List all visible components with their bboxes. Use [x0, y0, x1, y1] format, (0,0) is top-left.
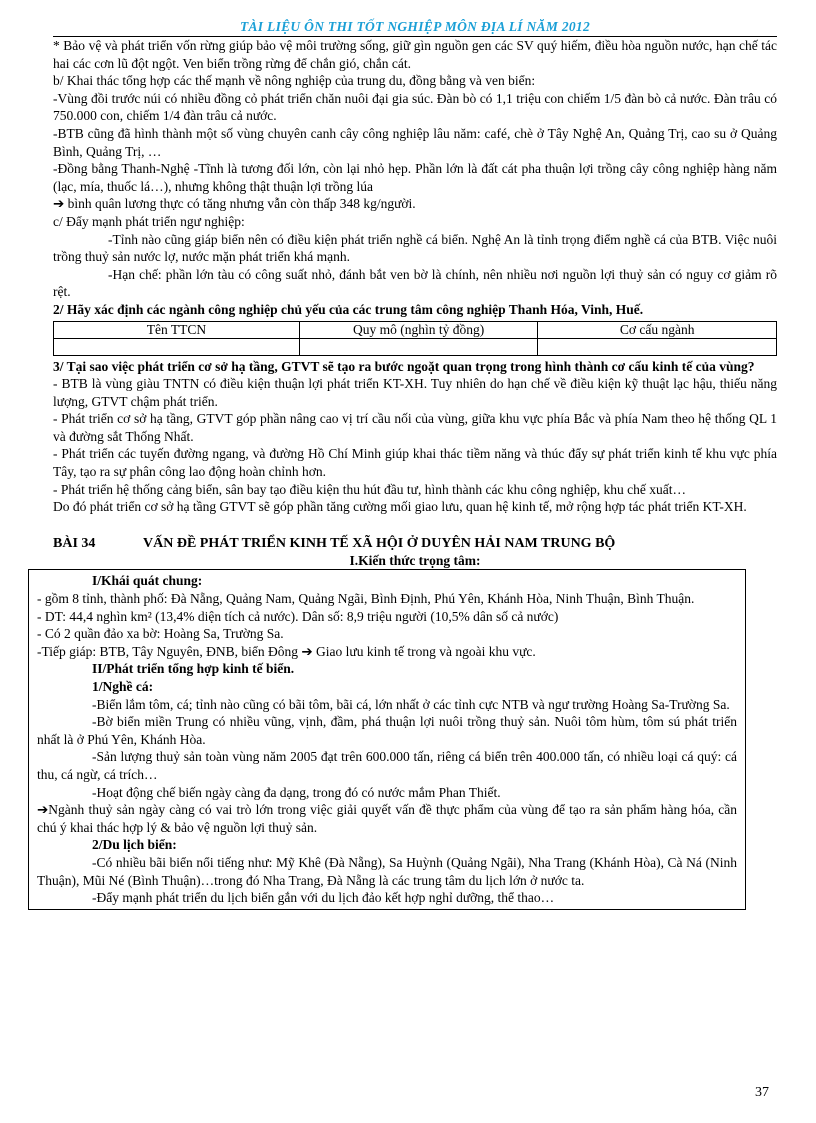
paragraph: - DT: 44,4 nghìn km² (13,4% diện tích cả nước). Dân số: 8,9 triệu người (10,5% dân số cả nước) [37, 608, 559, 624]
page-header: TÀI LIỆU ÔN THI TỐT NGHIỆP MÔN ĐỊA LÍ NĂM 2012 [53, 18, 777, 37]
paragraph: -Tiếp giáp: BTB, Tây Nguyên, ĐNB, biển Đông ➔ Giao lưu kinh tế trong và ngoài khu vực. [37, 643, 536, 659]
paragraph: c/ Đẩy mạnh phát triển ngư nghiệp: [53, 213, 245, 229]
table-cell [299, 338, 538, 355]
paragraph: -Đẩy mạnh phát triển du lịch biển gắn với du lịch đảo kết hợp nghỉ dưỡng, thể thao… [92, 890, 555, 906]
table-header-cell: Cơ cấu ngành [538, 321, 777, 338]
table-cell [538, 338, 777, 355]
page-number: 37 [755, 1085, 769, 1100]
table-row [54, 338, 777, 355]
paragraph: Do đó phát triển cơ sở hạ tầng GTVT sẽ góp phần tăng cường mối giao lưu, quan hệ kinh tế, mở rộng hợp tác phát triển KT-XH. [53, 499, 747, 515]
paragraph: - Phát triển các tuyến đường ngang, và đường Hồ Chí Minh giúp khai thác tiềm năng và thúc đẩy sự phát triển kinh tế khu vực phía Tây, tạo ra sự phân công lao động hoàn chỉnh hơn. [53, 446, 777, 480]
lesson-heading [53, 536, 777, 552]
paragraph: b/ Khai thác tổng hợp các thế mạnh về nông nghiệp của trung du, đồng bằng và ven biển: [53, 73, 536, 89]
paragraph: - Phát triển cơ sở hạ tầng, GTVT góp phần nâng cao vị trí cầu nối của vùng, giữa khu vực phía Bắc và phía Nam theo hệ thống QL 1 và đường sắt Thống Nhất. [53, 411, 777, 444]
section-top [53, 37, 777, 301]
paragraph: - Có 2 quần đảo xa bờ: Hoàng Sa, Trường Sa. [37, 626, 284, 642]
question-3: 3/ Tại sao việc phát triển cơ sở hạ tầng, GTVT sẽ tạo ra bước ngoặt quan trọng trong hình thành cơ cấu kinh tế của vùng? [53, 358, 755, 374]
paragraph: - BTB là vùng giàu TNTN có điều kiện thuận lợi phát triển KT-XH. Tuy nhiên do hạn chế về điều kiện kỹ thuật lạc hậu, thiếu năng lượng, GTVT chậm phát triển. [53, 376, 777, 409]
table-cell [54, 338, 300, 355]
paragraph: -Biển lắm tôm, cá; tỉnh nào cũng có bãi tôm, bãi cá, lớn nhất ở các tỉnh cực NTB và ngư trường Hoàng Sa-Trường Sa. [92, 696, 730, 712]
industry-table [53, 321, 777, 356]
paragraph: - Phát triển hệ thống cảng biển, sân bay tạo điều kiện thu hút đầu tư, hình thành các khu công nghiệp, khu chế xuất… [53, 481, 687, 497]
paragraph: 1/Nghề cá: [92, 679, 154, 694]
table-header-cell: Quy mô (nghìn tỷ đồng) [299, 321, 538, 338]
lesson-subtitle: I.Kiến thức trọng tâm: [349, 552, 481, 568]
paragraph: 2/Du lịch biển: [92, 837, 177, 853]
paragraph: - gồm 8 tỉnh, thành phố: Đà Nẵng, Quảng Nam, Quảng Ngãi, Bình Định, Phú Yên, Khánh Hòa, Ninh Thuận, Bình Thuận. [37, 591, 695, 607]
paragraph: -Hạn chế: phần lớn tàu có công suất nhỏ, đánh bắt ven bờ là chính, nên nhiều nơi nguồn lợi thuỷ sản có nguy cơ giảm rõ rệt. [53, 266, 777, 300]
paragraph: I/Khái quát chung: [92, 573, 203, 589]
paragraph: * Bảo vệ và phát triển vốn rừng giúp bảo vệ môi trường sống, giữ gìn nguồn gen các SV quý hiếm, điều hòa nguồn nước, hạn chế tác hai các cơn lũ đột ngột. Ven biển trồng rừng để chắn gió, chắn cát. [53, 38, 777, 71]
table-header-row [54, 321, 777, 338]
paragraph: -Bờ biển miền Trung có nhiều vũng, vịnh, đầm, phá thuận lợi nuôi trồng thuỷ sản. Nuôi tôm hùm, tôm sú phát triển nhất là ở Phú Yên, Khánh Hòa. [37, 714, 737, 747]
paragraph: -Có nhiều bãi biển nổi tiếng như: Mỹ Khê (Đà Nẵng), Sa Huỳnh (Quảng Ngãi), Nha Trang (Khánh Hòa), Cà Ná (Ninh Thuận), Mũi Né (Bình Thuận)…trong đó Nha Trang, Đà Nẵng là các trung tâm du lịch lớn ở nước ta. [37, 854, 737, 888]
paragraph: -Đồng bằng Thanh-Nghệ -Tĩnh là tương đối lớn, còn lại nhỏ hẹp. Phần lớn là đất cát pha thuận lợi trồng cây công nghiệp hàng năm (lạc, mía, thuốc lá…), nhưng không thật thuận lợi trồng lúa [53, 161, 777, 194]
document-page [37, 18, 777, 910]
paragraph: -Vùng đồi trước núi có nhiều đồng cỏ phát triển chăn nuôi đại gia súc. Đàn bò có 1,1 triệu con chiếm 1/5 đàn bò cả nước. Đàn trâu có 750.000 con, chiếm 1/4 đàn trâu cả nước. [53, 90, 777, 124]
question-3-answer [53, 375, 777, 516]
table-header-cell: Tên TTCN [54, 321, 300, 338]
paragraph: ➔ bình quân lương thực có tăng nhưng vẫn còn thấp 348 kg/người. [53, 196, 416, 212]
key-knowledge-box [28, 569, 746, 909]
lesson-title: VẤN ĐỀ PHÁT TRIỂN KINH TẾ XÃ HỘI Ở DUYÊN HẢI NAM TRUNG BỘ [143, 535, 616, 551]
paragraph: -Hoạt động chế biến ngày càng đa dạng, trong đó có nước mắm Phan Thiết. [92, 784, 501, 800]
paragraph: -Tỉnh nào cũng giáp biển nên có điều kiện phát triển nghề cá biển. Nghệ An là tỉnh trọng điểm nghề cá của BTB. Việc nuôi trồng thuỷ sản nước lợ, nước mặn phát triển khá mạnh. [53, 231, 777, 265]
paragraph: II/Phát triển tổng hợp kinh tế biển. [92, 661, 295, 677]
question-2: 2/ Hãy xác định các ngành công nghiệp chủ yếu của các trung tâm công nghiệp Thanh Hóa, Vinh, Huế. [53, 301, 644, 317]
paragraph: ➔Ngành thuỷ sản ngày càng có vai trò lớn trong việc giải quyết vấn đề thực phẩm của vùng để tạo ra sản phẩm hàng hóa, cần chú ý khai thác hợp lý & bảo vệ nguồn lợi thuỷ sản. [37, 802, 737, 835]
paragraph: -BTB cũng đã hình thành một số vùng chuyên canh cây công nghiệp lâu năm: café, chè ở Tây Nghệ An, Quảng Trị, cao su ở Quảng Bình, Quảng Trị, … [53, 125, 777, 159]
paragraph: -Sản lượng thuỷ sản toàn vùng năm 2005 đạt trên 600.000 tấn, riêng cá biển trên 400.000 tấn, có nhiều loại cá quý: cá thu, cá ngừ, cá trích… [37, 749, 737, 782]
lesson-number: BÀI 34 [53, 535, 96, 551]
